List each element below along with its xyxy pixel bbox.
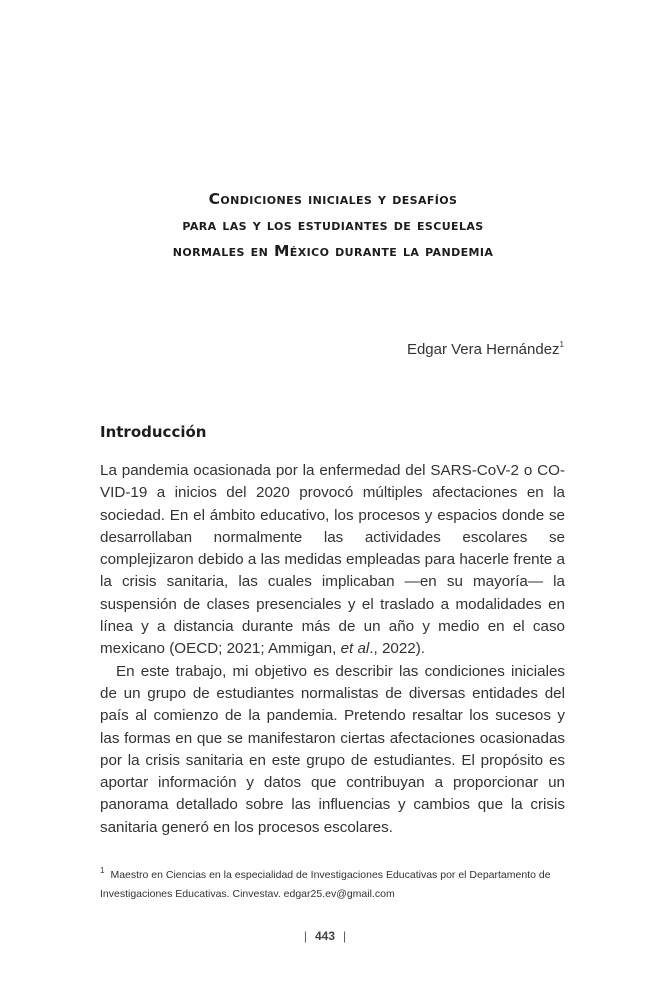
page-number-left-bar: |	[303, 929, 307, 943]
footnote	[100, 861, 565, 904]
paragraph-2: En este trabajo, mi objetivo es describir las condiciones iniciales de un grupo de estudiantes normalistas de diversas entidades del país al comienzo de la pandemia. Pretendo resaltar los sucesos y las formas en que se manifestaron ciertas afectaciones ocasionadas por la crisis sanitaria en este grupo de estudiantes. El propósito es aportar información y datos que contribuyan a proporcionar un panorama detallado sobre las influencias y cambios que la crisis sanitaria generó en los procesos escolares.	[100, 662, 565, 836]
paragraph-1-end: ., 2022).	[369, 640, 426, 658]
footnote-text: Maestro en Ciencias en la especialidad de Investigaciones Educativas por el Departamento de Investigaciones Educativas. Cinvestav. edgar25.ev@gmail.com	[100, 869, 551, 900]
author-line	[407, 340, 564, 358]
chapter-title	[60, 186, 606, 264]
paragraph-1	[100, 460, 565, 661]
chapter-title-line-2: para las y los estudiantes de escuelas	[182, 216, 484, 234]
footnote-marker: 1	[100, 866, 105, 875]
chapter-title-line-1: Condiciones iniciales y desafíos	[208, 190, 458, 208]
paragraph-1-text: La pandemia ocasionada por la enfermedad del SARS-CoV-2 o CO-VID-19 a inicios del 2020 provocó múltiples afectaciones en la sociedad. En el ámbito educativo, los procesos y espacios donde se desarrollaban normalmente las actividades escolares se complejizaron debido a las medidas empleadas para hacerle frente a la crisis sanitaria, las cuales implicaban —en su mayoría— la suspensión de clases presenciales y el traslado a modalidades en línea y a distancia durante más de un año y medio en el caso mexicano (OECD; 2021; Ammigan,	[100, 462, 565, 658]
page-number	[0, 929, 650, 943]
author-name: Edgar Vera Hernández	[406, 341, 560, 358]
page-number-value: 443	[314, 929, 336, 943]
chapter-title-line-3: normales en México durante la pandemia	[172, 242, 494, 260]
body-text	[100, 460, 565, 839]
paragraph-1-italic: et al	[340, 640, 370, 658]
page-number-right-bar: |	[343, 929, 347, 943]
author-footnote-marker: 1	[559, 340, 564, 349]
section-heading: Introducción	[100, 423, 207, 441]
